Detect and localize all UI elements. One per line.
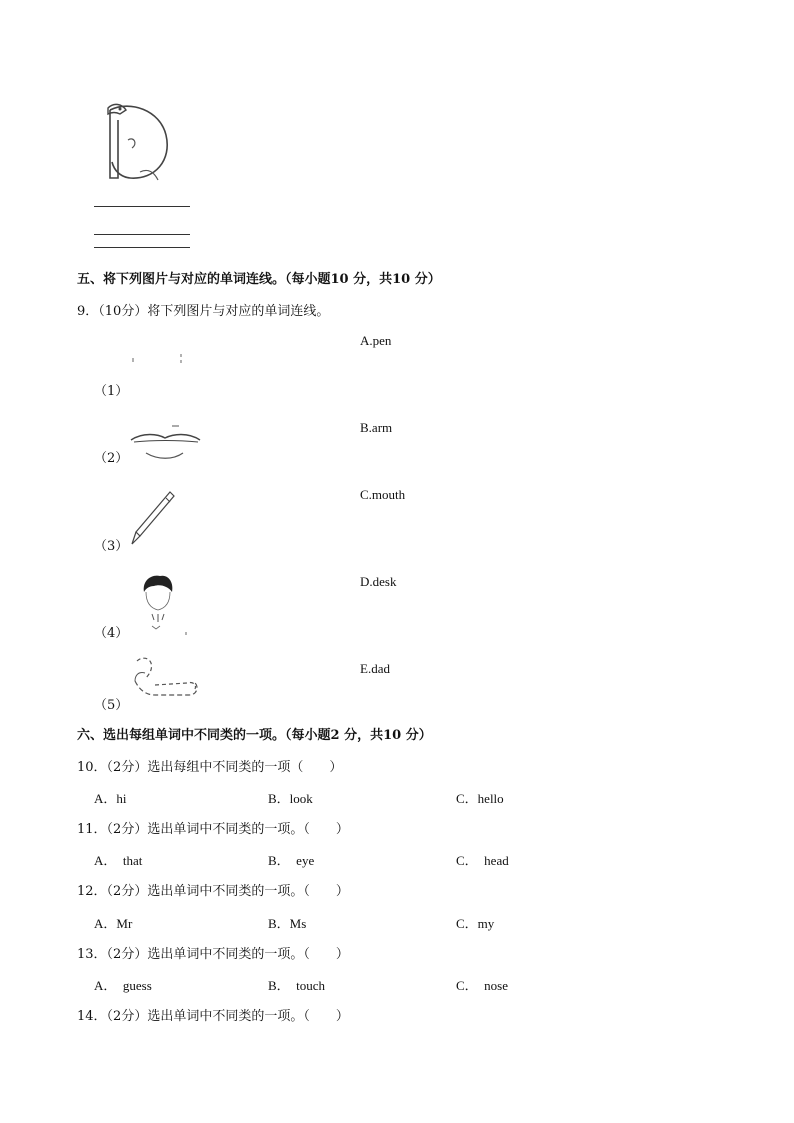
question-12-option-c[interactable]: C．my: [456, 916, 495, 931]
question-13-option-b[interactable]: B． touch: [268, 978, 326, 993]
answer-line-1[interactable]: [94, 206, 190, 207]
picture-2-mouth-image: [128, 420, 203, 465]
question-12-option-b[interactable]: B．Ms: [268, 916, 307, 931]
match-word-d: D.desk: [360, 574, 397, 589]
question-13-option-a[interactable]: A． guess: [94, 978, 152, 993]
picture-3-pen-image: [130, 488, 180, 548]
match-word-e: E.dad: [360, 661, 390, 676]
picture-1-image: [128, 350, 188, 370]
match-word-a: A.pen: [360, 333, 392, 348]
answer-line-3[interactable]: [94, 247, 190, 248]
picture-5-arm-image: [125, 655, 203, 705]
question-13-option-c[interactable]: C． nose: [456, 978, 509, 993]
picture-4-dad-image: [138, 574, 193, 639]
answer-line-2[interactable]: [94, 234, 190, 235]
section-5-header: 五、将下列图片与对应的单词连线。（每小题10 分，共10 分）: [77, 272, 441, 287]
question-10-option-a[interactable]: A．hi: [94, 791, 127, 806]
question-14-stem: 14．（2分）选出单词中不同类的一项。（ ）: [77, 1009, 349, 1024]
match-word-b: B.arm: [360, 420, 393, 435]
question-11-option-b[interactable]: B． eye: [268, 853, 315, 868]
question-10-option-b[interactable]: B．look: [268, 791, 313, 806]
match-number-3: （3）: [94, 539, 129, 554]
question-10-option-c[interactable]: C．hello: [456, 791, 504, 806]
match-number-1: （1）: [94, 384, 129, 399]
question-11-option-c[interactable]: C． head: [456, 853, 509, 868]
section-6-header: 六、选出每组单词中不同类的一项。（每小题2 分，共10 分）: [77, 728, 432, 743]
question-9-stem: 9．（10分）将下列图片与对应的单词连线。: [77, 304, 330, 319]
question-10-stem: 10．（2分）选出每组中不同类的一项（ ）: [77, 760, 343, 775]
match-word-c: C.mouth: [360, 487, 406, 502]
question-12-option-a[interactable]: A．Mr: [94, 916, 133, 931]
match-number-5: （5）: [94, 698, 129, 713]
question-11-stem: 11．（2分）选出单词中不同类的一项。（ ）: [77, 822, 349, 837]
question-11-option-a[interactable]: A． that: [94, 853, 143, 868]
match-number-2: （2）: [94, 451, 129, 466]
dolphin-letter-d-image: [100, 100, 175, 185]
question-12-stem: 12．（2分）选出单词中不同类的一项。（ ）: [77, 884, 349, 899]
question-13-stem: 13．（2分）选出单词中不同类的一项。（ ）: [77, 947, 349, 962]
match-number-4: （4）: [94, 626, 129, 641]
